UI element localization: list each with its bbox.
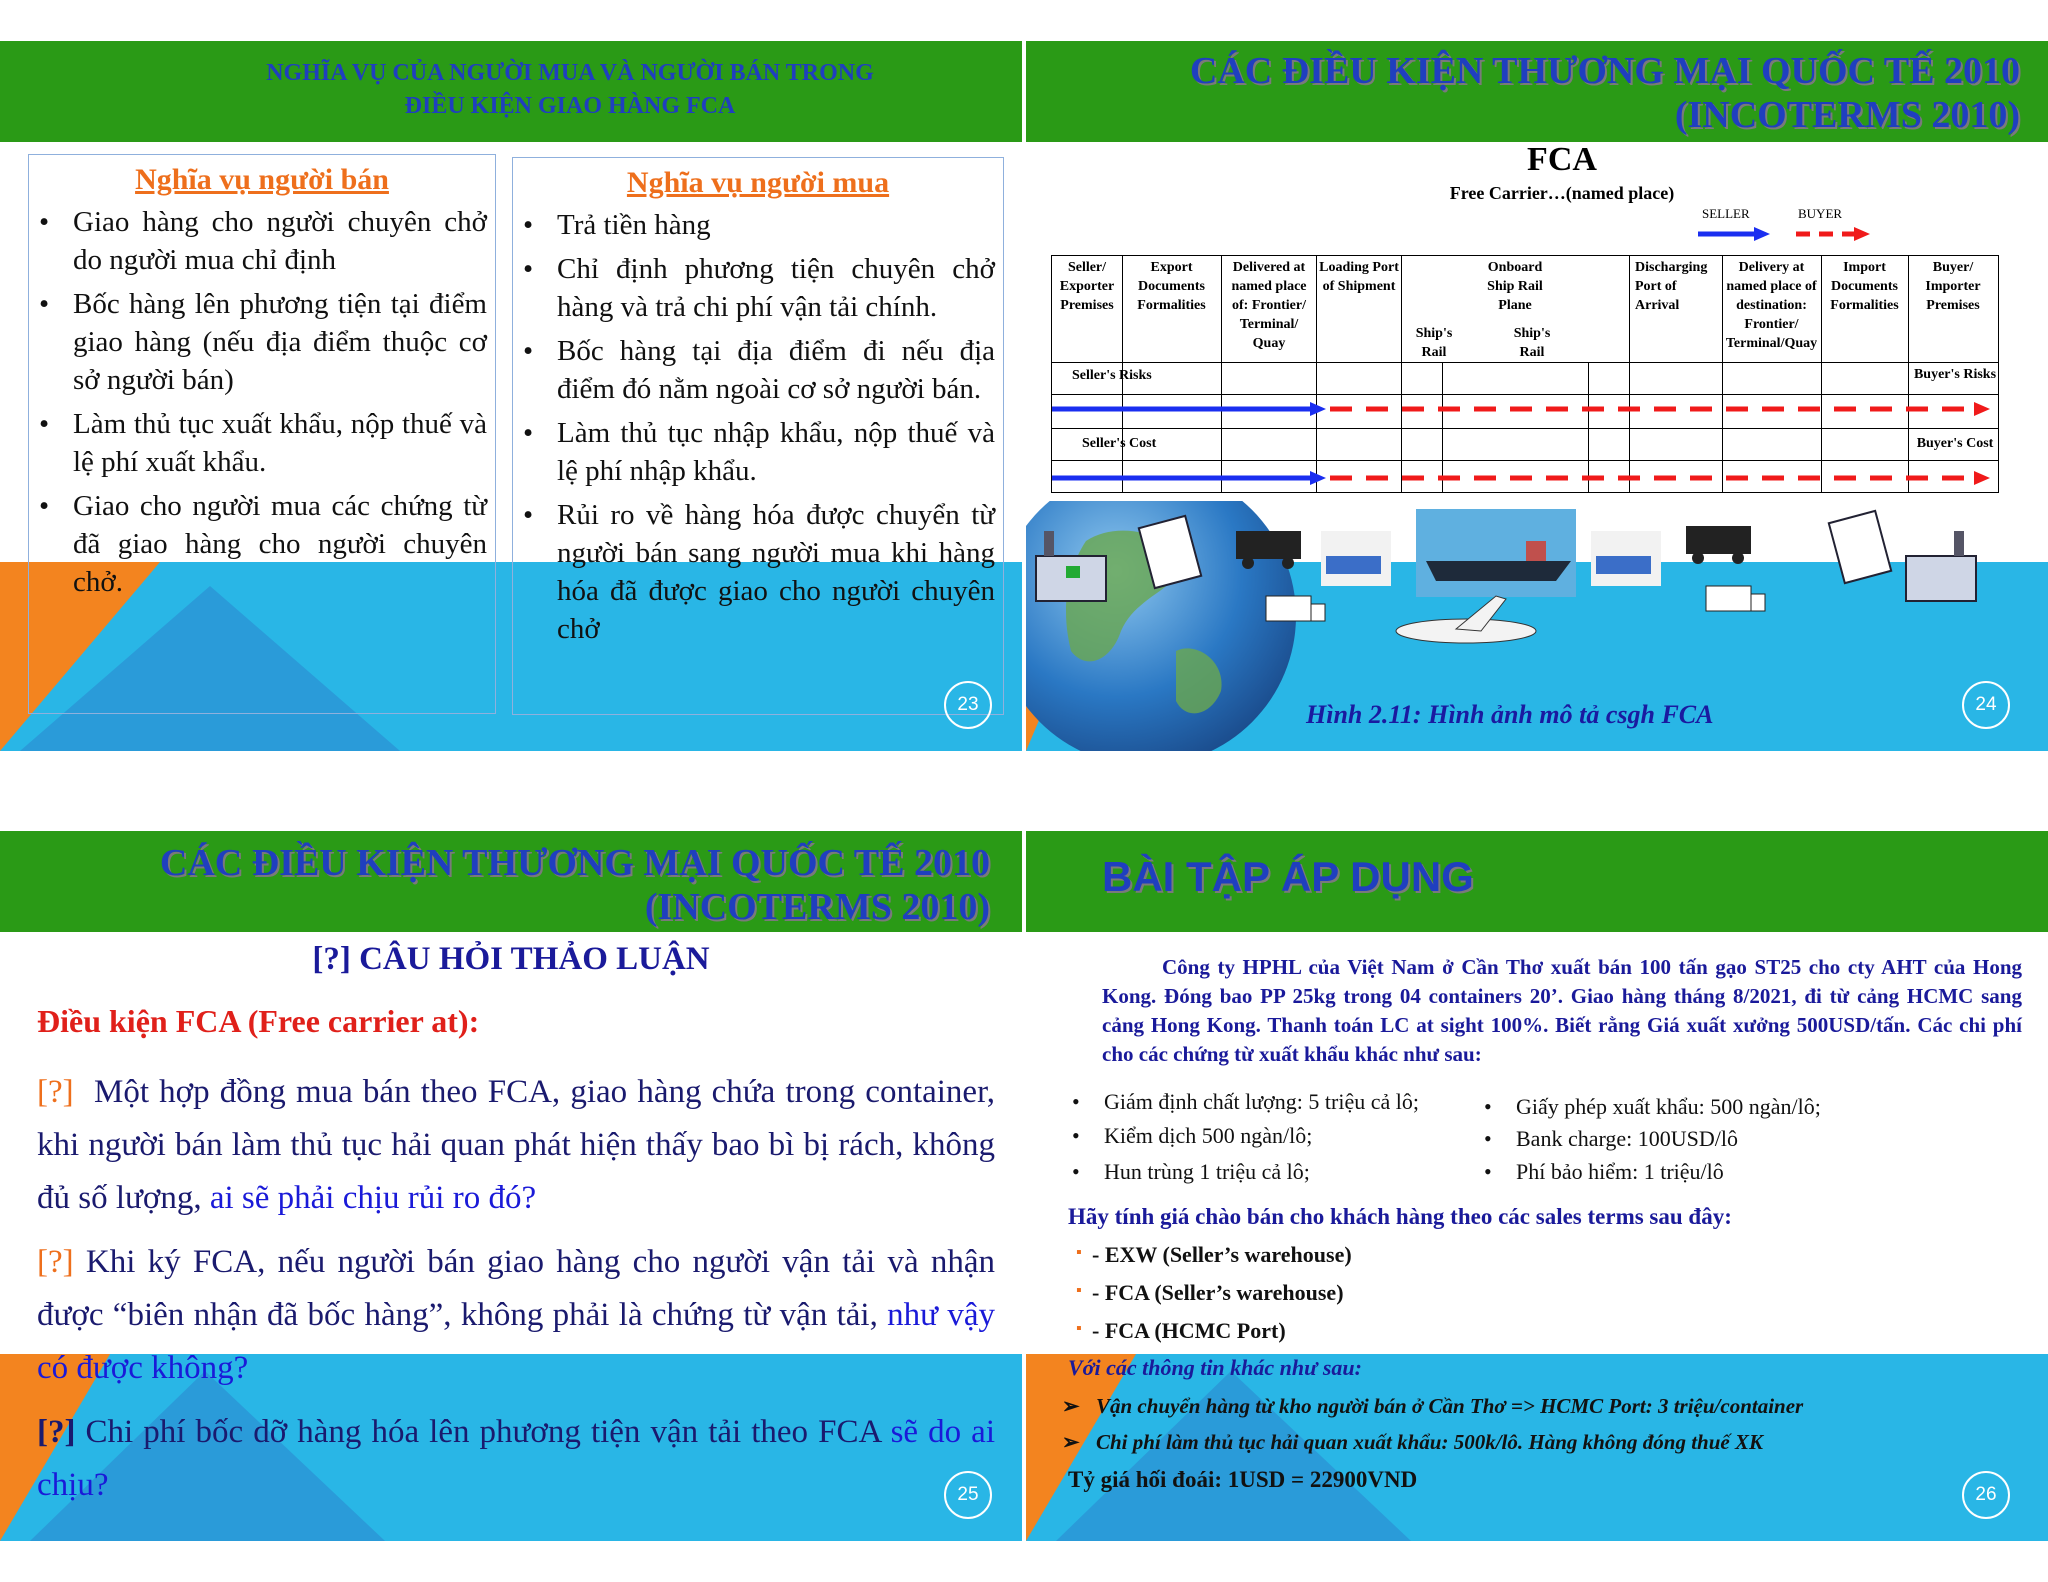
question-marker: [?]: [37, 1074, 74, 1110]
factory-icon: [1906, 531, 1976, 601]
buyer-risks-label: Buyer's Risks: [1913, 367, 1997, 382]
fee-item: • Hun trùng 1 triệu cả lô;: [1104, 1159, 1310, 1185]
info-item: ➢ Chi phí làm thủ tục hải quan xuất khẩu: 500k/lô. Hàng không đóng thuế XK: [1096, 1430, 1763, 1455]
list-item: • Giao cho người mua các chứng từ đã giao hàng cho người chuyên chở.: [29, 487, 487, 601]
buyer-obligations-box: [512, 157, 1004, 715]
sales-term: ▪ - FCA (HCMC Port): [1092, 1318, 1286, 1344]
buyer-cost-label: Buyer's Cost: [1916, 436, 1994, 451]
crane-icon: [1321, 531, 1391, 586]
sales-term: ▪ - FCA (Seller’s warehouse): [1092, 1280, 1344, 1306]
fee-item: • Kiểm dịch 500 ngàn/lô;: [1104, 1123, 1312, 1149]
slide-title: BÀI TẬP ÁP DỤNG: [1102, 853, 1474, 900]
column-header: Onboard Ship Rail Plane: [1487, 260, 1543, 313]
seller-cost-label: Seller's Cost: [1082, 436, 1157, 451]
exercise-intro: Công ty HPHL của Việt Nam ở Cần Thơ xuất bán 100 tấn gạo ST25 cho cty AHT của Hong Kong. Đóng bao PP 25kg trong 04 containers 20’. Giao hàng tháng 8/2021, đi từ cảng HCMC sang cảng Hong Kong. Thanh toán LC at sight 100%. Biết rằng Giá xuất xưởng 500USD/tấn. Các chi phí cho các chứng từ xuất khẩu khác như sau:: [1102, 955, 2022, 1066]
legend-seller-label: SELLER: [1702, 206, 1750, 221]
title-line-2: (INCOTERMS 2010): [644, 886, 990, 928]
question-text: Một hợp đồng mua bán theo FCA, giao hàng chứa trong container, khi người bán làm thủ tục hải quan phát hiện thấy bao bì bị rách, không đủ số lượng,: [37, 1074, 996, 1216]
crane-icon: [1591, 531, 1661, 586]
column-header: Delivery at named place of destination: Frontier/ Terminal/Quay: [1725, 260, 1818, 351]
fee-item: • Bank charge: 100USD/lô: [1516, 1126, 1738, 1152]
question-2: [37, 1236, 995, 1395]
ship-icon: [1416, 509, 1576, 597]
title-line-1: NGHĨA VỤ CỦA NGƯỜI MUA VÀ NGƯỜI BÁN TRONG: [266, 60, 874, 86]
fca-subtitle: Free Carrier…(named place): [1449, 183, 1675, 203]
task-instruction: Hãy tính giá chào bán cho khách hàng theo các sales terms sau đây:: [1068, 1204, 1732, 1229]
ships-rail-label: Ship's Rail: [1513, 326, 1551, 360]
column-header: Buyer/ Importer Premises: [1925, 260, 1981, 313]
fee-item: • Giám định chất lượng: 5 triệu cả lô;: [1104, 1089, 1419, 1115]
figure-caption: Hình 2.11: Hình ảnh mô tả csgh FCA: [1306, 700, 1714, 729]
title-line-1: CÁC ĐIỀU KIỆN THƯƠNG MẠI QUỐC TẾ 2010: [159, 842, 990, 884]
question-text: Chi phí bốc dỡ hàng hóa lên phương tiện vận tải theo FCA: [85, 1414, 881, 1450]
column-header: Delivered at named place of: Frontier/ Terminal/ Quay: [1231, 260, 1307, 351]
question-marker: [?]: [37, 1414, 76, 1450]
truck-icon: [1266, 596, 1325, 621]
slide-25: [0, 831, 1022, 1541]
list-item: • Bốc hàng tại địa điểm đi nếu địa điểm đó nằm ngoài cơ sở người bán.: [513, 332, 995, 408]
page-number: 26: [1962, 1471, 2010, 1519]
ships-rail-label: Ship's Rail: [1415, 326, 1453, 360]
question-highlight: ai sẽ phải chịu rủi ro đó?: [209, 1180, 537, 1216]
column-header: Discharging Port of Arrival: [1635, 260, 1708, 313]
fca-title: FCA: [1527, 141, 1597, 178]
fca-table: [1051, 255, 1999, 493]
seller-obligations-box: [28, 154, 496, 714]
airplane-icon: [1396, 596, 1536, 643]
list-item: • Chỉ định phương tiện chuyên chở hàng và trả chi phí vận tải chính.: [513, 250, 995, 326]
slide-title: [160, 841, 990, 929]
column-header: Seller/ Exporter Premises: [1059, 260, 1115, 313]
question-text: Khi ký FCA, nếu người bán giao hàng cho người vận tải và nhận được “biên nhận đã bốc hàng”, không phải là chứng từ vận tải,: [37, 1244, 995, 1333]
legend-buyer-label: BUYER: [1798, 206, 1843, 221]
slide-title: [1190, 49, 2020, 137]
discussion-heading: [?] CÂU HỎI THẢO LUẬN: [312, 941, 710, 977]
question-highlight: như vậy có được không?: [37, 1297, 996, 1386]
legend-arrows: [1696, 225, 1896, 245]
question-marker: [?]: [37, 1244, 74, 1280]
slide-23: [0, 41, 1022, 751]
question-3: [37, 1406, 995, 1512]
column-header: Import Documents Formalities: [1830, 260, 1899, 313]
page-number: 24: [1962, 681, 2010, 729]
exchange-rate: Tỷ giá hối đoái: 1USD = 22900VND: [1068, 1467, 1418, 1492]
page-number: 25: [944, 1471, 992, 1519]
slide-26: [1026, 831, 2048, 1541]
fee-item: • Giấy phép xuất khẩu: 500 ngàn/lô;: [1516, 1094, 1821, 1120]
seller-heading: Nghĩa vụ người bán: [135, 163, 389, 196]
list-item: • Trả tiền hàng: [513, 206, 995, 244]
buyer-heading: Nghĩa vụ người mua: [626, 166, 890, 199]
seller-risks-label: Seller's Risks: [1072, 368, 1152, 383]
title-line-2: (INCOTERMS 2010): [1674, 94, 2020, 136]
document-icon: [1829, 511, 1891, 583]
list-item: • Giao hàng cho người chuyên chở do người mua chỉ định: [29, 203, 487, 279]
sales-term: ▪ - EXW (Seller’s warehouse): [1092, 1242, 1352, 1268]
risk-cost-arrows: [1052, 256, 1998, 492]
list-item: • Làm thủ tục xuất khẩu, nộp thuế và lệ phí xuất khẩu.: [29, 405, 487, 481]
condition-heading: Điều kiện FCA (Free carrier at):: [37, 1003, 480, 1039]
slide-24: [1026, 41, 2048, 751]
buyer-list: [513, 206, 1003, 648]
list-item: • Làm thủ tục nhập khẩu, nộp thuế và lệ phí nhập khẩu.: [513, 414, 995, 490]
seller-list: [29, 203, 495, 601]
list-item: • Bốc hàng lên phương tiện tại điểm giao hàng (nếu địa điểm thuộc cơ sở người bán): [29, 285, 487, 399]
title-line-2: ĐIỀU KIỆN GIAO HÀNG FCA: [404, 93, 736, 119]
other-info-heading: Với các thông tin khác như sau:: [1068, 1355, 1362, 1380]
column-header: Loading Port of Shipment: [1319, 260, 1399, 294]
slide-title: [120, 57, 1022, 123]
info-item: ➢ Vận chuyển hàng từ kho người bán ở Cần Thơ => HCMC Port: 3 triệu/container: [1096, 1394, 1803, 1419]
title-line-1: CÁC ĐIỀU KIỆN THƯƠNG MẠI QUỐC TẾ 2010: [1189, 50, 2020, 92]
list-item: • Rủi ro về hàng hóa được chuyển từ người bán sang người mua khi hàng hóa đã được giao cho người chuyên chở: [513, 496, 995, 648]
page-number: 23: [944, 681, 992, 729]
column-header: Export Documents Formalities: [1137, 260, 1206, 313]
train-icon: [1686, 526, 1751, 564]
truck-icon: [1706, 586, 1765, 611]
fee-item: • Phí bảo hiểm: 1 triệu/lô: [1516, 1159, 1724, 1185]
question-1: [37, 1066, 995, 1225]
question-highlight: sẽ do ai chịu?: [37, 1414, 995, 1503]
